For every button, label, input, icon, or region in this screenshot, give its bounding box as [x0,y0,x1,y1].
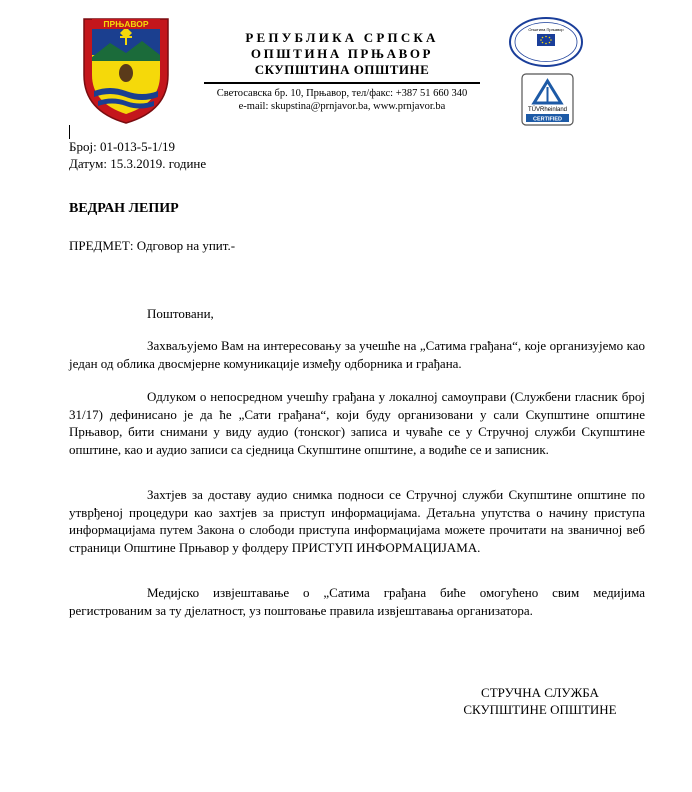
tuv-name-text: TÜVRheinland [527,107,568,113]
paragraph: Одлуком о непосредном учешћу грађана у локалној самоуправи (Службени гласник број 31/17) дефинисано је да ће „Сати грађана“, који буду организовани у сали Скупштине општине Прњавор, бити снимани у виду аудио (тонског) записа и чуваће се у Стручној служби Скупштине општине, као и аудио записи са сједница Скупштине општине, а водиће се и записник. [69,389,645,457]
paragraph: Захтјев за доставу аудио снимка подноси се Стручној служби Скупштине општине по утврђеној процедури као захтјев за приступ информацијама. Детаљна упутства о начину приступа информацијама путем Закона о слободи приступа информацијама можете прочитати на званичној веб страници Општине Прњавор у фолдеру ПРИСТУП ИНФОРМАЦИЈАМА. [69,487,645,555]
letterhead-municipality: ОПШТИНА ПРЊАВОР [250,46,434,61]
reference-date: Датум: 15.3.2019. године [69,156,207,171]
paragraph: Захваљујемо Вам на интересовању за учешће на „Сатима грађана“, које организујемо као један од облика двосмјерне комуникације између одборника и грађана. [69,338,645,371]
letterhead-divider [204,82,480,84]
reference-number: Број: 01-013-5-1/19 [69,139,176,154]
signature-block [440,684,640,718]
subject-line: ПРЕДМЕТ: Одговор на упит.- [69,238,236,253]
letterhead-email: e-mail: skupstina@prnjavor.ba, www.prnjavor.ba [238,101,446,112]
letterhead-assembly: СКУПШТИНА ОПШТИНЕ [254,62,430,77]
municipality-crest-logo [80,15,172,127]
letterhead-republic: РЕПУБЛИКА СРПСКА [245,30,439,45]
recipient-name: ВЕДРАН ЛЕПИР [69,201,179,216]
eu-badge-text: Општина Прњавор [528,27,564,32]
text-cursor [69,125,70,139]
letterhead-address: Светосавска бр. 10, Прњавор, тел/факс: +387 51 660 340 [216,88,468,99]
crest-text: ПРЊАВОР [103,19,149,29]
tuv-certified-logo [521,73,574,126]
greeting: Поштовани, [147,306,214,321]
paragraph: Медијско извјештавање о „Сатима грађана биће омогућено свим медијима регистрованим за ту дјелатност, уз поштовање правила извјештавања организатора. [69,585,645,618]
tuv-certified-text: CERTIFIED [532,116,563,123]
signature-line-1: СТРУЧНА СЛУЖБА [481,685,599,700]
letterhead-contact [204,87,480,113]
eu-quality-badge-logo [508,16,584,68]
signature-line-2: СКУПШТИНЕ ОПШТИНЕ [463,702,617,717]
letterhead [204,30,480,78]
